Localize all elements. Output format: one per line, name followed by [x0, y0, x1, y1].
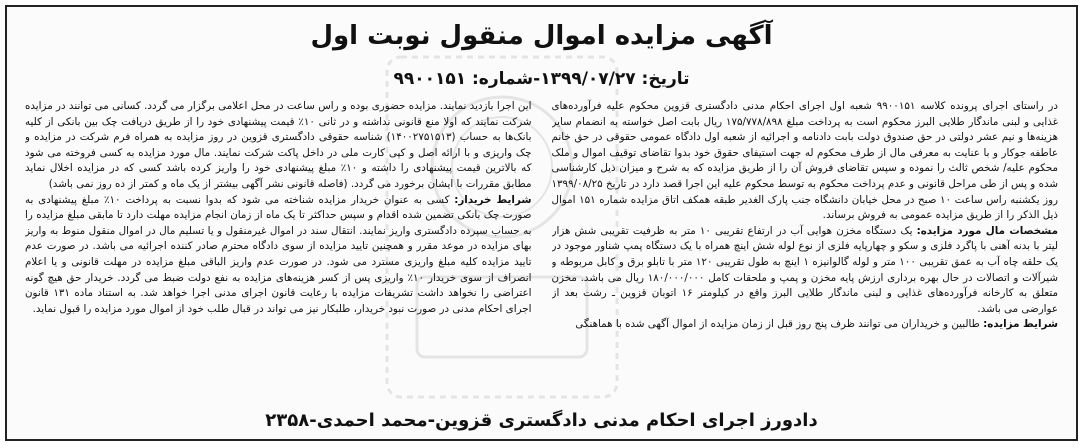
right-column	[552, 99, 1059, 411]
buyer-conditions-text: کسی به عنوان خریدار مزایده شناخته می شود که بدوا نسبت به پرداخت ۱۰٪ مبلغ پیشنهادی به صورت چک بانکی تضمین شده اقدام و سپس حداکثر تا یک ماه از زمان انجام مزایده مهلت دارد تا مابقی مبلغ مزایده را به حساب سپرده دادگستری واریز نمایند. انتقال سند در اموال غیرمنقول و یا تسلیم مال در اموال منقول منوط به واریز بهای مزایده در موعد مقرر و همچنین تایید مزایده از سوی دادگاه محترم صادر کننده اجرائیه می باشد. در صورت عدم تایید مزایده کلیه مبلغ واریزی مسترد می شود. در صورت عدم واریز الباقی مبلغ مزایده در مهلت قانونی و یا اعلام انصراف از سوی خریدار ۱۰٪ واریزی پس از کسر هزینه‌های مزایده به نفع دولت ضبط می گردد. خریدار حق هیچ گونه اعتراضی را نخواهد داشت تشریفات مزایده با رعایت قانون اجرای مدنی اجرا خواهد شد. به استناد ماده ۱۳۱ قانون اجرای احکام مدنی در صورت نبود خریدار، طلبکار نیز می تواند در قبال طلب خود از اموال مورد مزایده را قبول نماید.	[25, 193, 532, 315]
notice-body	[25, 99, 1058, 411]
notice-date-number: تاریخ: ۱۳۹۹/۰۷/۲۷-شماره: ۹۹۰۰۱۵۱	[393, 69, 690, 89]
auction-notice	[5, 5, 1078, 441]
buyer-conditions-label: شرایط خریدار:	[454, 193, 532, 206]
notice-title: آگهی مزایده اموال منقول نوبت اول	[310, 21, 773, 51]
left-column	[25, 99, 532, 411]
signature-line: دادورز اجرای احکام مدنی دادگستری قزوین-محمد احمدی-۲۳۵۸	[265, 410, 818, 431]
visit-and-participation-text: این اجرا بازدید نمایند. مزایده حضوری بوده و راس ساعت در محل اعلامی برگزار می گردد. کسانی می توانند در مزایده شرکت نمایند که اولا منع قانونی نداشته و در ثانی ۱۰٪ قیمت پیشنهادی خود را از طریق دریافت چک بین بانکی از کلیه بانک‌ها به حساب (۱۴۰۰۲۷۵۱۵۱۳) شناسه حقوقی دادگستری قزوین در روز مزایده به همراه فرم شرکت در مزایده و چک واریزی و با ارائه اصل و کپی کارت ملی در داخل پاکت شرکت نمایند. مال مورد مزایده به کسی فروخته می شود که بالاترین قیمت پیشنهادی را داشته و ۱۰٪ مبلغ پیشنهادی خود را واریز کرده باشد کسی که در مزایده اخلال نماید مطابق مقررات با ایشان برخورد می گردد. (فاصله قانونی نشر آگهی بیشتر از یک ماه و کمتر از ده روز نمی باشد)	[25, 100, 532, 190]
conditions-label: شرایط مزایده:	[983, 318, 1058, 331]
intro-paragraph: در راستای اجرای پرونده کلاسه ۹۹۰۰۱۵۱ شعبه اول اجرای احکام مدنی دادگستری قزوین محکوم علیه فرآورده‌های غذایی و لبنی ماندگار طلایی البرز محکوم است به پرداخت مبلغ ۱۷۵/۷۷۸/۸۹۸ ریال بابت اصل خواسته به انضمام سایر هزینه‌ها و نیم عشر دولتی در حق صندوق دولت بابت دادنامه و اجرائیه از شعبه اول دادگاه عمومی حقوقی در حق خانم عاطفه جوکار و با عنایت به معرفی مال از طرف محکوم له جهت استیفای حقوق خود بدوا تقاضای توقیف اموال و ملک محکوم علیه/ شخص ثالث را نموده و سپس تقاضای فروش آن را از طریق مزایده که به شرح و میزان ذیل کارشناسی شده و پس از طی مراحل قانونی و عدم پرداخت محکوم به توسط محکوم علیه این اجرا قصد دارد در تاریخ ۱۳۹۹/۰۸/۲۵ روز یکشنبه راس ساعت ۱۰ صبح در محل خیابان دانشگاه جنب پارک الغدیر طبقه همکف اتاق مزایده شماره ۱۵۱ اموال ذیل الذکر را از طریق مزایده عمومی به فروش برساند.	[551, 100, 1058, 222]
conditions-text: طالبین و خریداران می توانند ظرف پنج روز قبل از زمان مزایده از اموال آگهی شده با هماهنگی	[575, 318, 980, 331]
specs-text: یک دستگاه مخزن هوایی آب در ارتفاع تقریبی ۱۰ متر به ظرفیت تقریبی شش هزار لیتر با بدنه آهنی با پاگرد فلزی و سکو و چهارپایه فلزی از نوع لوله شش اینچ همراه با یک دستگاه پمپ شناور موجود در یک حلقه چاه آب به عمق تقریبی ۱۰۰ متر و لوله گالوانیزه ۱ اینچ به طول تقریبی ۱۲۰ متر با تابلو برق و کابل مربوطه و شیرآلات و اتصالات در حال بهره برداری ارزش پایه مخزن و پمپ و ملحقات کامل ۱۸۰/۰۰۰/۰۰۰ ریال می باشد. مخزن متعلق به کارخانه فرآورده‌های غذایی و لبنی ماندگار طلایی البرز واقع در کیلومتر ۱۶ اتوبان قزوین ـ رشت بعد از عوارضی می باشد.	[551, 224, 1058, 315]
specs-label: مشخصات مال مورد مزایده:	[916, 224, 1058, 237]
